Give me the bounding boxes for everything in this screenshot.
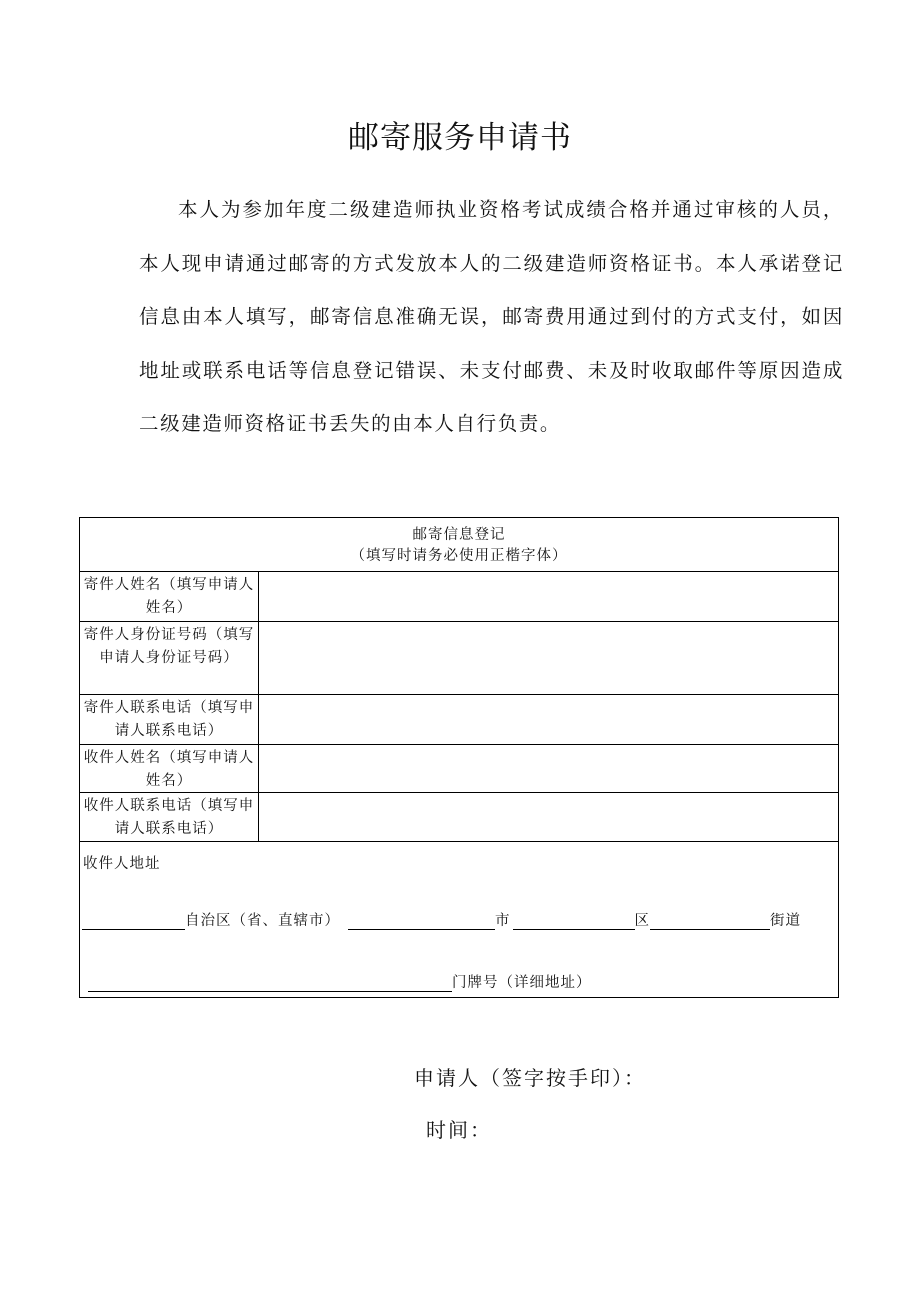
recipient-name-row	[80, 745, 838, 793]
district-label: 区	[634, 913, 650, 929]
sender-name-field[interactable]	[259, 572, 838, 621]
recipient-name-field[interactable]	[259, 745, 838, 792]
applicant-signature-label: 申请人（签字按手印）：	[414, 1066, 646, 1090]
sender-id-label: 寄件人身份证号码（填写申请人身份证号码）	[80, 622, 259, 694]
street-label: 街道	[770, 913, 801, 929]
form-header	[80, 518, 838, 572]
form-header-title: 邮寄信息登记	[412, 527, 506, 543]
sender-name-row	[80, 572, 838, 622]
sender-phone-label: 寄件人联系电话（填写申请人联系电话）	[80, 695, 259, 744]
recipient-phone-row	[80, 793, 838, 842]
sender-phone-row	[80, 695, 838, 745]
recipient-phone-field[interactable]	[259, 793, 838, 841]
street-blank[interactable]	[650, 913, 770, 930]
sender-id-field[interactable]	[259, 622, 838, 694]
sender-id-row	[80, 622, 838, 695]
city-label: 市	[495, 913, 511, 929]
address-line-1	[82, 909, 822, 930]
house-number-label: 门牌号（详细地址）	[452, 975, 592, 991]
address-line-2	[88, 971, 592, 992]
recipient-address-label: 收件人地址	[83, 856, 161, 872]
statement-text: 本人为参加年度二级建造师执业资格考试成绩合格并通过审核的人员，本人现申请通过邮寄的方式发放本人的二级建造师资格证书。本人承诺登记信息由本人填写，邮寄信息准确无误，邮寄费用通过到付的方式支付，如因地址或联系电话等信息登记错误、未支付邮费、未及时收取邮件等原因造成二级建造师资格证书丢失的由本人自行负责。	[139, 198, 844, 435]
recipient-name-label: 收件人姓名（填写申请人姓名）	[80, 745, 259, 792]
city-blank[interactable]	[348, 913, 495, 930]
house-number-blank[interactable]	[88, 975, 452, 992]
date-label: 时间：	[426, 1118, 492, 1142]
mailing-info-form	[79, 517, 839, 998]
district-blank[interactable]	[513, 913, 635, 930]
form-header-note: （填写时请务必使用正楷字体）	[350, 548, 568, 564]
recipient-phone-label: 收件人联系电话（填写申请人联系电话）	[80, 793, 259, 841]
province-blank[interactable]	[82, 913, 185, 930]
sender-name-label: 寄件人姓名（填写申请人姓名）	[80, 572, 259, 621]
province-label: 自治区（省、直辖市）	[185, 913, 340, 929]
document-title: 邮寄服务申请书	[348, 120, 572, 156]
sender-phone-field[interactable]	[259, 695, 838, 744]
